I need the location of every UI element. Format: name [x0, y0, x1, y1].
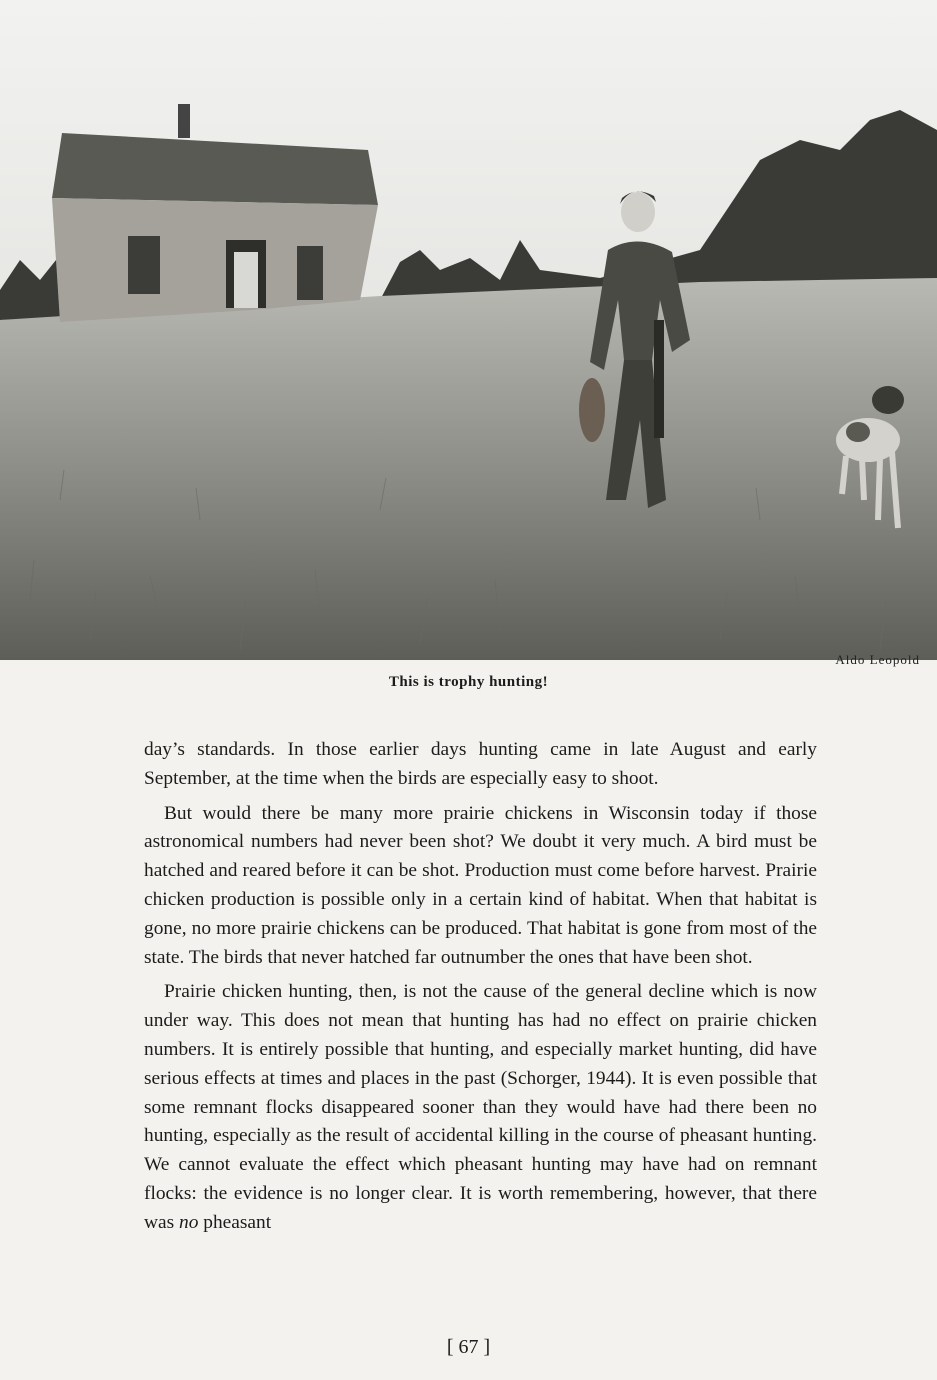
- body-text: [144, 736, 817, 1238]
- paragraph-3-tail: pheasant: [198, 1211, 272, 1233]
- photo-credit: Aldo Leopold: [835, 652, 920, 667]
- page-number: [ 67 ]: [446, 1336, 491, 1358]
- paragraph-1: day’s standards. In those earlier days hunting came in late August and early September, at the time when the birds are especially easy to shoot.: [144, 739, 817, 789]
- paragraph-2: But would there be many more prairie chickens in Wisconsin today if those astronomical numbers had never been shot? We doubt it very much. A bird must be hatched and reared before it can be shot. Production must come before harvest. Prairie chicken production is possible only in a certain kind of habitat. When that habitat is gone, no more prairie chickens can be produced. That habitat is gone from most of the state. The birds that never hatched far outnumber the ones that have been shot.: [144, 802, 817, 968]
- photograph-woman-hunter-with-dog: [0, 0, 937, 660]
- photo-caption: This is trophy hunting!: [388, 674, 549, 690]
- photo-illustration: [0, 0, 937, 660]
- paragraph-3-text: Prairie chicken hunting, then, is not the cause of the general decline which is now under way. This does not mean that hunting has had no effect on prairie chicken numbers. It is entirely possible that hunting, and especially market hunting, did have serious effects at times and places in the past (Schorger, 1944). It is even possible that some remnant flocks disappeared sooner than they would have had there been no hunting, especially as the result of accidental killing in the course of pheasant hunting. We cannot evaluate the effect which pheasant hunting may have had on remnant flocks: the evidence is no longer clear. It is worth remembering, however, that there was: [144, 981, 817, 1233]
- paragraph-3: [144, 978, 817, 1237]
- emphasis-no: no: [179, 1211, 199, 1233]
